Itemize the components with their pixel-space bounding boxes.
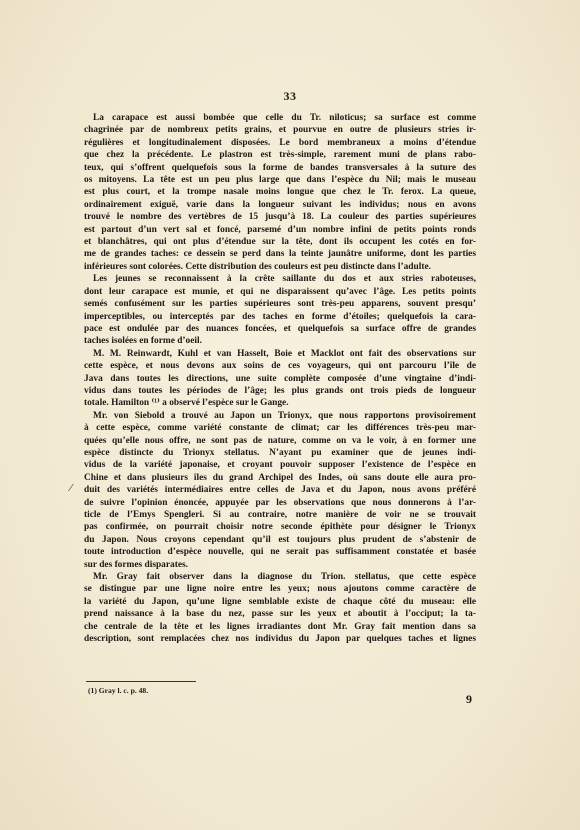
text-line: pace est ondulée par des nuances foncées, et quelquefois sa surface offre de grandes xyxy=(84,323,476,334)
text-line: dont leur carapace est munie, et qui ne disparaissent qu’avec l’âge. Les petits points xyxy=(84,286,476,297)
text-line: prend naissance à la base du nez, passe sur les yeux et aboutit à l’occiput; la ta- xyxy=(84,609,476,620)
text-line: totale. Hamilton ⁽¹⁾ a observé l’espèce sur le Gange. xyxy=(84,398,289,409)
footnote-rule xyxy=(86,681,196,682)
page-number: 33 xyxy=(283,89,297,103)
paragraph-4 xyxy=(84,410,476,571)
text-line: est plus court, et la trompe nasale moins longue que chez le Tr. ferox. La queue, xyxy=(84,187,476,198)
signature-mark: 9 xyxy=(466,692,472,706)
text-line: Java dans toutes les directions, une suite complète composée d’une vingtaine d’indi- xyxy=(84,373,476,384)
text-line: imperceptibles, ou interceptés par des taches en forme d’étoiles; quelquefois la cara- xyxy=(84,311,476,322)
paragraph-2 xyxy=(84,273,476,347)
text-line: Les jeunes se reconnaissent à la crête saillante du dos et aux stries raboteuses, xyxy=(93,274,476,285)
text-line: Mr. Gray fait observer dans la diagnose du Trion. stellatus, que cette espèce xyxy=(93,572,476,583)
text-line: la variété du Japon, qu’une ligne semblable existe de chaque côté du museau: elle xyxy=(84,596,476,607)
text-line: Mr. von Siebold a trouvé au Japon un Trionyx, que nous rapportons provisoirement xyxy=(93,410,476,421)
text-line: se distingue par une ligne noire entre les yeux; nous ajoutons comme caractère de xyxy=(84,584,476,595)
text-line: me de grandes taches: ce dessein se perd dans la teinte jaunâtre uniforme, dont les parties xyxy=(84,249,476,260)
paragraph-1 xyxy=(84,112,476,273)
body-text xyxy=(84,112,476,645)
text-line: vidus de la variété japonaise, et croyant pouvoir supposer l’existence de l’espèce en xyxy=(84,460,476,471)
text-line: espèce distincte du Trionyx stellatus. N’ayant pu examiner que de jeunes indi- xyxy=(84,447,476,458)
footnote: (1) Gray l. c. p. 48. xyxy=(88,686,149,695)
text-line: du Japon. Nous croyons cependant qu’il est toujours plus prudent de s’abstenir de xyxy=(84,534,476,545)
text-line: inférieures sont colorées. Cette distribution des couleurs est peu distincte dans l’adulte. xyxy=(84,261,431,272)
text-line: régulières et longitudinalement disposées. Le bord membraneux a moins d’étendue xyxy=(84,137,476,148)
text-line: quées qu’elle nous offre, ne sont pas de nature, comme on va le voir, à en former une xyxy=(84,435,476,446)
text-line: teux, qui s’offrent quelquefois sous la forme de bandes transversales à la suture des xyxy=(84,162,476,173)
text-line: toute introduction d’espèce nouvelle, qui ne serait pas suffisamment constatée et basée xyxy=(84,547,476,558)
text-line: La carapace est aussi bombée que celle du Tr. niloticus; sa surface est comme xyxy=(93,113,476,123)
paragraph-5 xyxy=(84,571,476,645)
text-line: os mitoyens. La tête est un peu plus large que dans l’espèce du Nil; mais le museau xyxy=(84,175,476,186)
text-line: duit des variétés intermédiaires entre celles de Java et du Japon, nous avons préféré xyxy=(84,485,476,496)
text-line: et blanchâtres, qui ont plus d’étendue sur la tête, dont ils occupent les cotés en for- xyxy=(84,237,476,248)
text-line: est partout d’un vert sal et foncé, parsemé d’un nombre infini de petits points ronds xyxy=(84,224,476,235)
margin-mark: ⁄ xyxy=(70,483,72,494)
text-line: description, sont remplacées chez nos individus du Japon par quelques taches et lignes xyxy=(84,634,476,645)
text-line: que chez la précédente. Le plastron est très-simple, rarement muni de plans rabo- xyxy=(84,150,476,161)
text-line: ticle de l’Emys Spengleri. Si au contraire, notre manière de voir ne se trouvait xyxy=(84,510,476,520)
text-line: semés confusément sur les parties supérieures sont très-peu apparens, souvent presqu’ xyxy=(84,299,476,310)
text-line: taches isolées en forme d’oeil. xyxy=(84,336,202,347)
text-line: cette espèce, et nous devons aux soins de ces voyageurs, qui ont parcouru l’île de xyxy=(84,361,476,372)
text-line: Chine et dans plusieurs îles du grand Archipel des Indes, où sans doute elle aura pro- xyxy=(84,472,476,483)
text-line: vidus dans toutes les périodes de l’âge; les plus grands ont trois pieds de longueur xyxy=(84,385,476,396)
text-line: sur des formes disparates. xyxy=(84,559,188,570)
text-line: à cette espèce, comme variété constante de climat; car les différences très-peu mar- xyxy=(84,423,476,434)
text-line: che centrale de la tête et les lignes irradiantes dont Mr. Gray fait mention dans sa xyxy=(84,621,476,632)
text-line: de suivre l’opinion énoncée, appuyée par les observations que nous donnerons à l’ar- xyxy=(84,497,476,508)
text-line: pas confirmée, on pourrait choisir notre seconde épithète pour désigner le Trionyx xyxy=(84,522,476,533)
text-line: chagrinée par de nombreux petits grains, et pourvue en outre de plusieurs stries ir- xyxy=(84,125,476,136)
paragraph-3 xyxy=(84,348,476,410)
text-line: trouvé le nombre des vertèbres de 15 jusqu’à 18. La couleur des parties supérieures xyxy=(84,212,476,223)
text-line: M. M. Reinwardt, Kuhl et van Hasselt, Boie et Macklot ont fait des observations sur xyxy=(93,348,476,359)
text-line: ordinairement exiguë, varie dans la longueur suivant les individus; nous en avons xyxy=(84,199,476,210)
